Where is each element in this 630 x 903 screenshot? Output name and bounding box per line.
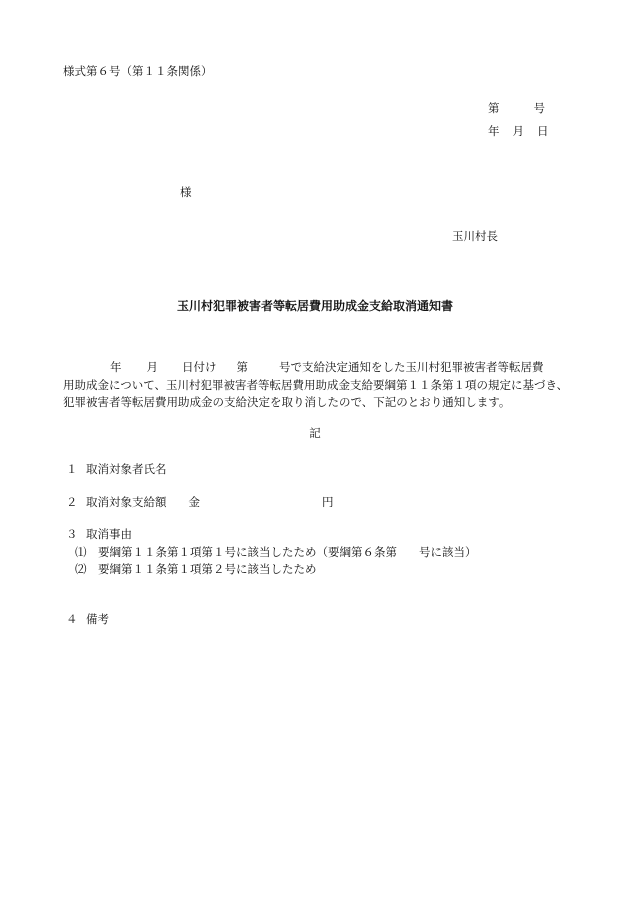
date-year: 年 <box>488 124 500 138</box>
document-number-suffix: 号 <box>533 101 545 115</box>
body-line-1: 年 月 日付け 第 号で支給決定通知をした玉川村犯罪被害者等転居費 <box>110 360 544 374</box>
item-target-amount: ２ 取消対象支給額 金 円 <box>66 495 334 509</box>
date-month: 月 <box>512 124 524 138</box>
ki-heading: 記 <box>309 426 321 440</box>
item-target-name: １ 取消対象者氏名 <box>66 462 167 476</box>
item-reason: ３ 取消事由 <box>66 527 132 541</box>
reason-1: ⑴ 要綱第１１条第１項第１号に該当したため（要綱第６条第 号に該当） <box>75 545 477 559</box>
addressee: 様 <box>180 185 192 199</box>
body-line-3: 犯罪被害者等転居費用助成金の支給決定を取り消したので、下記のとおり通知します。 <box>63 395 511 409</box>
body-paragraph <box>63 359 569 412</box>
reason-2: ⑵ 要綱第１１条第１項第２号に該当したため <box>75 562 317 576</box>
item-remarks: ４ 備考 <box>66 612 109 626</box>
sender: 玉川村長 <box>452 229 498 243</box>
form-number: 様式第６号（第１１条関係） <box>63 64 213 78</box>
document-title: 玉川村犯罪被害者等転居費用助成金支給取消通知書 <box>176 299 453 313</box>
date-day: 日 <box>537 124 549 138</box>
document-number-prefix: 第 <box>488 101 500 115</box>
body-line-2: 用助成金について、玉川村犯罪被害者等転居費用助成金支給要綱第１１条第１項の規定に基づき、 <box>63 377 569 392</box>
document-date <box>488 126 549 138</box>
document-number <box>488 103 545 115</box>
